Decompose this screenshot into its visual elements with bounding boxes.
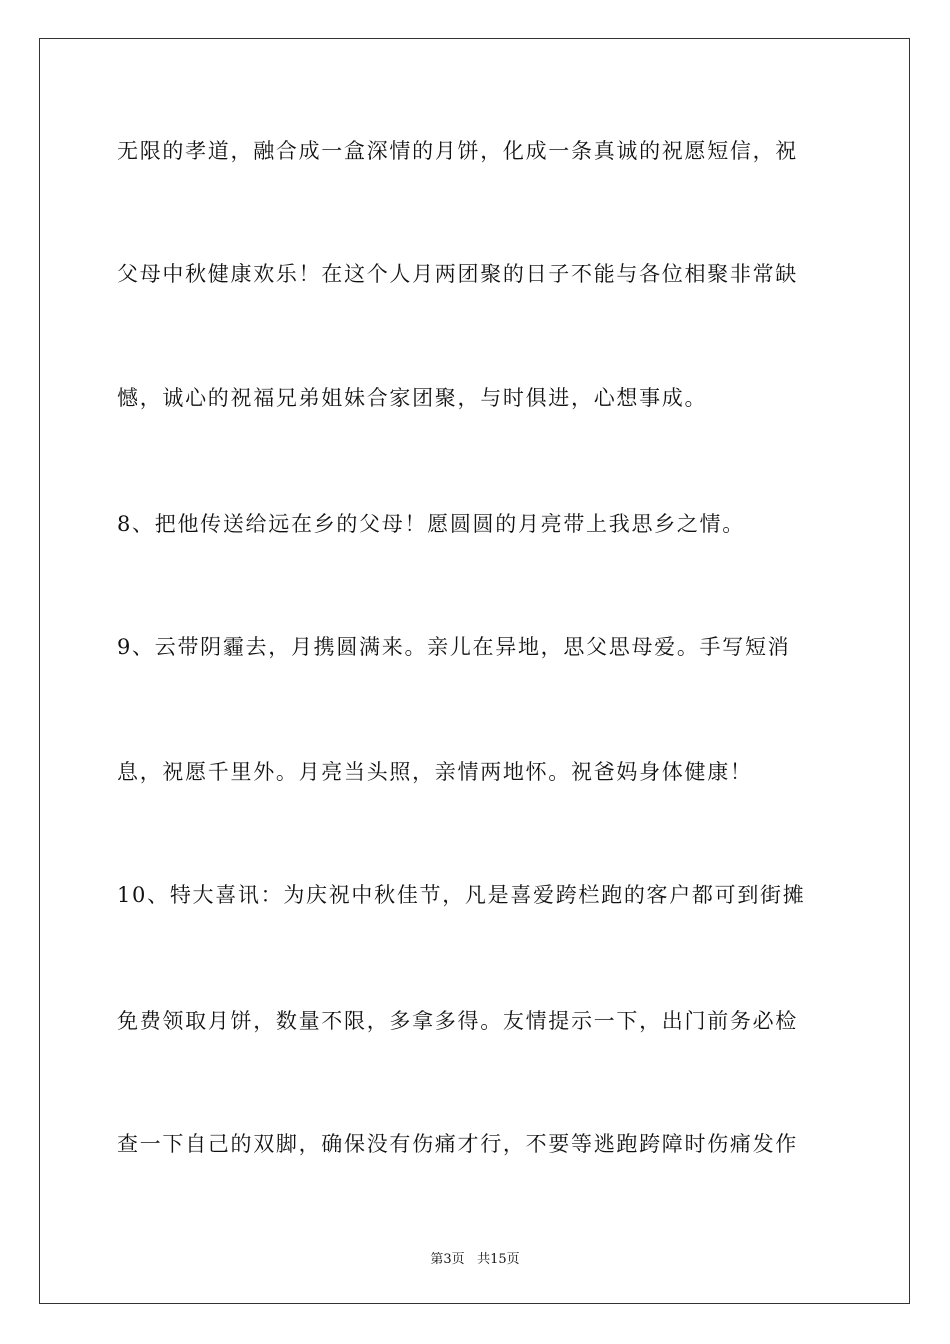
- page-number: 第3页: [430, 1252, 465, 1267]
- page-border: [39, 38, 910, 1304]
- text-line-9: 查一下自己的双脚，确保没有伤痛才行，不要等逃跑跨障时伤痛发作: [117, 1132, 798, 1156]
- text-line-7: 10、特大喜讯：为庆祝中秋佳节，凡是喜爱跨栏跑的客户都可到街摊: [117, 883, 806, 907]
- text-line-5: 9、云带阴霾去，月携圆满来。亲儿在异地，思父思母爱。手写短消: [117, 635, 791, 659]
- page-footer: [0, 1248, 950, 1267]
- text-line-2: 父母中秋健康欢乐！在这个人月两团聚的日子不能与各位相聚非常缺: [117, 262, 798, 286]
- text-line-4: 8、把他传送给远在乡的父母！愿圆圆的月亮带上我思乡之情。: [117, 512, 745, 536]
- text-line-3: 憾，诚心的祝福兄弟姐妹合家团聚，与时俱进，心想事成。: [117, 386, 708, 410]
- text-line-8: 免费领取月饼，数量不限，多拿多得。友情提示一下，出门前务必检: [117, 1009, 798, 1033]
- text-line-1: 无限的孝道，融合成一盒深情的月饼，化成一条真诚的祝愿短信，祝: [117, 139, 798, 163]
- text-line-6: 息，祝愿千里外。月亮当头照，亲情两地怀。祝爸妈身体健康！: [117, 760, 753, 784]
- page-total: 共15页: [477, 1252, 520, 1267]
